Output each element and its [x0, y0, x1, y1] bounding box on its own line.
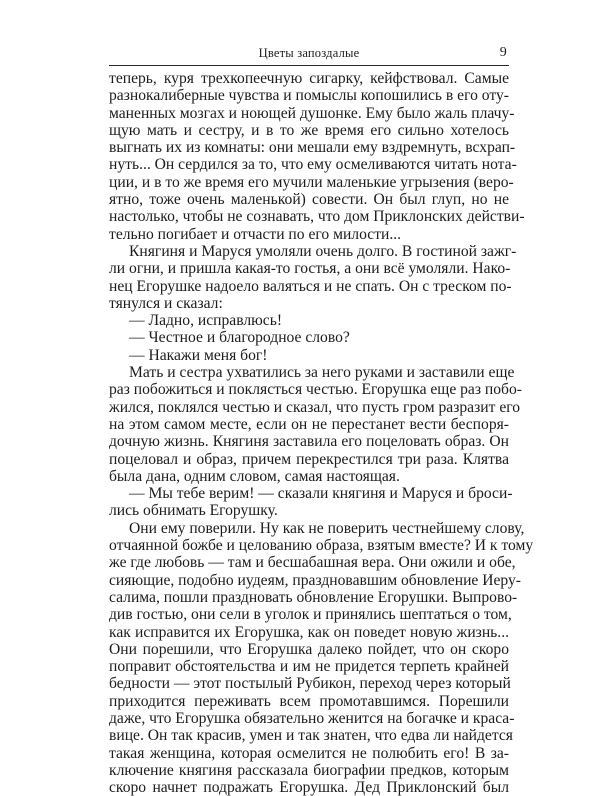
text-line: ции, и в то же время его мучили маленькие угрызения (веро- — [109, 173, 514, 191]
text-line: нец Егорушке надоело валяться и не спать. Он с треском по- — [109, 277, 512, 295]
text-line: выгнать их из комнаты: они мешали ему вздремнуть, всхрап- — [109, 139, 516, 157]
text-line: салима, пошли праздновать обновление Егорушки. Выпрово- — [109, 588, 518, 606]
body-text — [109, 70, 534, 796]
text-line: Княгиня и Маруся умоляли очень долго. В гостиной зажг- — [129, 242, 517, 260]
text-line: теперь, куря трехкопеечную сигарку, кейфствовал. Самые — [109, 70, 509, 87]
text-line: вице. Он так красив, умен и так знатен, что едва ли найдется — [109, 727, 513, 745]
text-line: раз побожиться и поклясться честью. Егорушка еще раз побо- — [109, 381, 522, 399]
text-line: ли огни, и пришла какая-то гостья, а они всё умоляли. Нако- — [109, 260, 511, 278]
page-number: 9 — [499, 45, 507, 60]
text-line: же где любовь — там и бесшабашная вера. Они ожили и обе, — [109, 554, 516, 572]
text-line: — Честное и благородное слово? — [129, 329, 350, 347]
header-rule — [109, 65, 509, 66]
text-line: отчаянной божбе и целованию образа, взятым вместе? И к тому — [109, 537, 534, 555]
text-line: нуть... Он сердился за то, что ему осмеливаются читать нота- — [109, 156, 517, 174]
text-line: лись обнимать Егорушку. — [109, 502, 278, 520]
text-line: скоро начнет подражать Егорушка. Дед Приклонский был — [109, 779, 509, 796]
text-line: Мать и сестра ухватились за него руками и заставили еще — [129, 364, 515, 382]
text-line: даже, что Егорушка обязательно женится на богачке и краса- — [109, 709, 515, 727]
running-title: Цветы запоздалые — [258, 46, 360, 60]
text-line: сияющие, подобно иудеям, праздновавшим обновление Иеру- — [109, 571, 521, 589]
text-line: разнокалиберные чувства и помыслы копошились в его оту- — [109, 87, 509, 105]
text-line: Они ему поверили. Ну как не поверить честнейшему слову, — [129, 519, 525, 537]
text-line: как исправится их Егорушка, как он поведет новую жизнь... — [109, 623, 509, 641]
text-line: ключение княгиня рассказала биографии предков, которым — [109, 761, 509, 779]
text-line: щую мать и сестру, и в то же время его сильно хотелось — [109, 121, 509, 139]
text-line: на этом самом месте, если он не перестанет вести беспоря- — [109, 415, 509, 433]
text-line: такая женщина, которая осмелится не полюбить его! В за- — [109, 744, 509, 762]
text-line: тельно погибает и отчасти по его милости... — [109, 225, 402, 243]
running-head — [109, 44, 509, 64]
text-line: див гостью, они сели в уголок и принялись шептаться о том, — [109, 606, 512, 624]
text-line: — Мы тебе верим! — сказали княгиня и Маруся и броси- — [129, 485, 513, 503]
text-line: тянулся и сказал: — [109, 294, 223, 312]
text-line: маненных мозгах и ноющей душонке. Ему было жаль плачу- — [109, 104, 515, 122]
text-line: приходится переживать всем промотавшимся. Порешили — [109, 692, 509, 710]
text-line: настолько, чтобы не сознавать, что дом Приклонских действи- — [109, 208, 525, 226]
text-line: жился, поклялся честью и сказал, что пусть гром разразит его — [109, 398, 521, 416]
text-line: была дана, одним словом, самая настоящая. — [109, 467, 400, 485]
text-line: Они порешили, что Егорушка далеко пойдет, что он скоро — [109, 640, 509, 658]
text-line: бедности — этот постылый Рубикон, переход через который — [109, 675, 511, 693]
text-line: дочную жизнь. Княгиня заставила его поцеловать образ. Он — [109, 433, 509, 451]
text-line: — Накажи меня бог! — [129, 346, 268, 364]
text-line: ятно, тоже очень маленькой) совести. Он был глуп, но не — [109, 191, 509, 209]
text-line: поправит обстоятельства и им не придется терпеть крайней — [109, 658, 509, 676]
text-line: — Ладно, исправлюсь! — [129, 312, 283, 330]
text-line: поцеловал и образ, причем перекрестился три раза. Клятва — [109, 450, 509, 468]
